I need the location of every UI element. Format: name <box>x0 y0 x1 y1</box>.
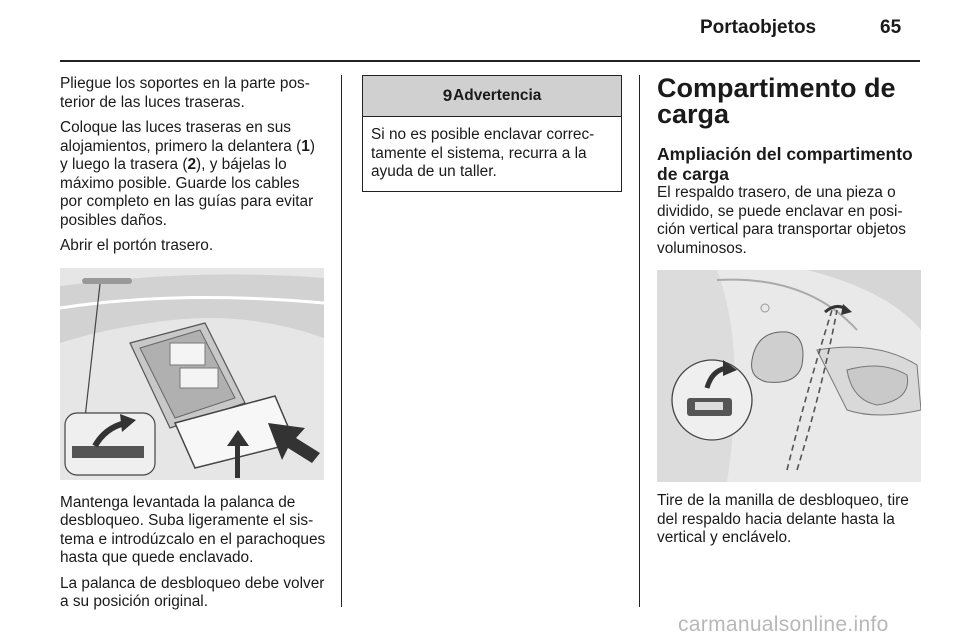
warning-triangle-icon: 9 <box>442 85 453 105</box>
paragraph: El respaldo trasero, de una pieza o dividido, se puede enclavar en posición vertical para transportar objetos voluminosos. <box>657 184 906 257</box>
paragraph: Mantenga levantada la palanca de desbloqueo. Suba ligeramente el sistema e introdúzcalo en el parachoques hasta que quede enclavado. <box>60 493 326 566</box>
page-header-title: Portaobjetos <box>700 17 817 38</box>
subsection-heading: Ampliación del compartimento de carga <box>657 144 913 184</box>
paragraph: Abrir el portón trasero. <box>60 237 214 254</box>
text-run: ) y luego la trasera ( <box>60 137 315 173</box>
warning-body: Si no es posible enclavar correctamente el sistema, recurra a la ayuda de un taller. <box>371 126 595 180</box>
text-run: ), y bájelas lo máximo posible. Guarde los cables por completo en las guías para evitar posibles daños. <box>60 156 314 229</box>
page-number: 65 <box>880 17 902 38</box>
column-left <box>60 75 326 619</box>
column-divider-1 <box>341 75 342 607</box>
column-divider-2 <box>639 75 640 607</box>
warning-title: Advertencia <box>453 86 542 104</box>
section-heading: Compartimento de carga <box>657 73 896 129</box>
watermark: carmanualsonline.info <box>678 613 889 636</box>
paragraph: La palanca de desbloqueo debe volver a su posición original. <box>60 574 325 610</box>
paragraph <box>60 119 326 230</box>
warning-header <box>363 76 621 117</box>
column-right <box>657 75 922 555</box>
callout-number: 1 <box>301 137 310 155</box>
paragraph: Pliegue los soportes en la parte posterior de las luces traseras. <box>60 75 310 111</box>
taillight-installation-figure <box>60 268 324 480</box>
header-rule <box>60 60 920 62</box>
rear-seat-backrest-figure <box>657 270 921 482</box>
column-middle <box>362 75 622 192</box>
callout-number: 2 <box>187 156 197 173</box>
warning-box <box>362 75 622 192</box>
paragraph: Tire de la manilla de desbloqueo, tire del respaldo hacia delante hasta la vertical y enclávelo. <box>657 492 909 546</box>
text-run: Coloque las luces traseras en sus alojamientos, primero la delantera ( <box>60 119 302 155</box>
